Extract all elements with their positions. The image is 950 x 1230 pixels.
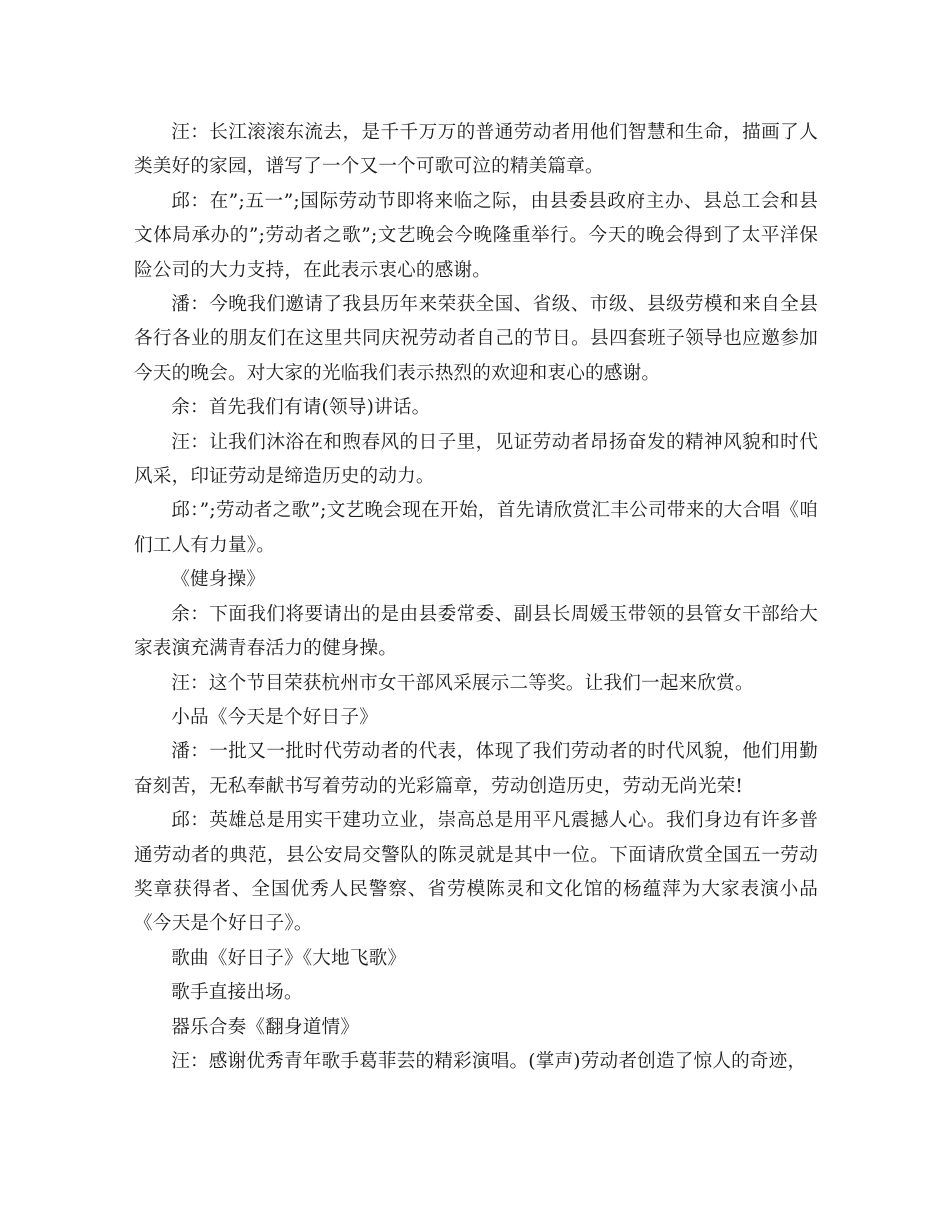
paragraph-singer-entry: 歌手直接出场。 bbox=[171, 982, 303, 1004]
paragraph-qiu-hero: 邱：英雄总是用实干建功立业，崇高总是用平凡震撼人心。我们身边有许多普通劳动者的典范，县公安局交警队的陈灵就是其中一位。下面请欣赏全国五一劳动奖章获得者、全国优秀人民警察、省劳模陈灵和文化馆的杨蕴萍为大家表演小品《今天是个好日子》。 bbox=[134, 810, 818, 935]
paragraph-qiu-chorus: 邱：”;劳动者之歌”;文艺晚会现在开始，首先请欣赏汇丰公司带来的大合唱《咱们工人有力量》。 bbox=[134, 500, 818, 556]
paragraph-wang-award: 汪：这个节目荣获杭州市女干部风采展示二等奖。让我们一起来欣赏。 bbox=[171, 672, 754, 694]
program-item-songs: 歌曲《好日子》《大地飞歌》 bbox=[171, 947, 407, 969]
program-item-sketch: 小品《今天是个好日子》 bbox=[171, 706, 378, 728]
paragraph-pan-welcome: 潘：今晚我们邀请了我县历年来荣获全国、省级、市级、县级劳模和来自全县各行各业的朋友们在这里共同庆祝劳动者自己的节日。县四套班子领导也应邀参加今天的晚会。对大家的光临我们表示热烈的欢迎和衷心的感谢。 bbox=[134, 294, 818, 384]
program-item-ensemble: 器乐合奏《翻身道情》 bbox=[171, 1016, 360, 1038]
program-item-fitness: 《健身操》 bbox=[171, 569, 266, 591]
paragraph-yu-leader-speech: 余：首先我们有请(领导)讲话。 bbox=[171, 397, 431, 419]
paragraph-wang-spring: 汪：让我们沐浴在和煦春风的日子里，见证劳动者昂扬奋发的精神风貌和时代风采，印证劳动是缔造历史的动力。 bbox=[134, 431, 818, 488]
document-body bbox=[134, 116, 818, 1079]
paragraph-yu-fitness-intro: 余：下面我们将要请出的是由县委常委、副县长周媛玉带领的县管女干部给大家表演充满青春活力的健身操。 bbox=[134, 603, 818, 660]
paragraph-wang-opening: 汪：长江滚滚东流去，是千千万万的普通劳动者用他们智慧和生命，描画了人类美好的家园，谱写了一个又一个可歌可泣的精美篇章。 bbox=[134, 122, 818, 178]
paragraph-pan-workers: 潘：一批又一批时代劳动者的代表，体现了我们劳动者的时代风貌，他们用勤奋刻苦，无私奉献书写着劳动的光彩篇章，劳动创造历史，劳动无尚光荣! bbox=[134, 741, 818, 797]
paragraph-qiu-announcement: 邱：在”;五一”;国际劳动节即将来临之际，由县委县政府主办、县总工会和县文体局承办的”;劳动者之歌”;文艺晚会今晚隆重举行。今天的晚会得到了太平洋保险公司的大力支持，在此表示衷心的感谢。 bbox=[134, 190, 818, 281]
paragraph-wang-thanks: 汪：感谢优秀青年歌手葛菲芸的精彩演唱。(掌声)劳动者创造了惊人的奇迹， bbox=[171, 1050, 807, 1072]
